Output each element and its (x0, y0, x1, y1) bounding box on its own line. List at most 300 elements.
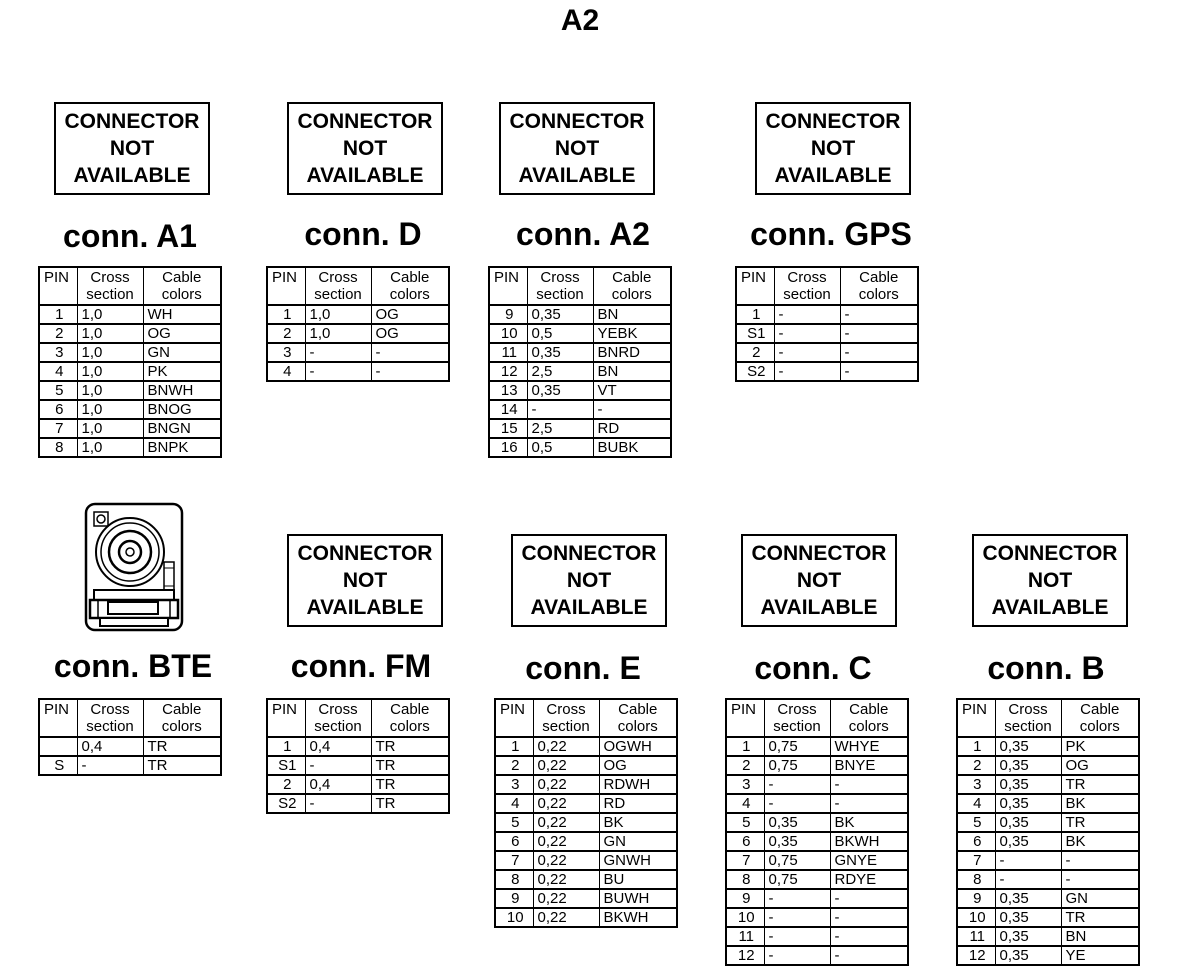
pin-table-gps (735, 266, 919, 382)
cable-colors-column-header (830, 699, 908, 737)
pin-number: 10 (957, 908, 995, 927)
pin-number: 3 (267, 343, 305, 362)
pin-column-header: PIN (726, 699, 764, 737)
header-text: section (86, 718, 134, 735)
table-row (267, 737, 449, 756)
table-row (495, 813, 677, 832)
header-text: colors (617, 718, 658, 735)
cable-color-value: BNRD (593, 343, 671, 362)
cross-section-value: 1,0 (77, 381, 143, 400)
cable-color-value: TR (143, 756, 221, 775)
cross-section-value: 0,35 (995, 794, 1061, 813)
cable-color-value: BNOG (143, 400, 221, 419)
not-available-text: AVAILABLE (518, 164, 636, 187)
cross-section-value: 0,22 (533, 775, 599, 794)
table-row (39, 381, 221, 400)
cable-color-value: PK (143, 362, 221, 381)
table-row (495, 775, 677, 794)
pin-number: S1 (267, 756, 305, 775)
pin-number: 11 (957, 927, 995, 946)
cross-section-value: 1,0 (305, 305, 371, 324)
pin-column-header: PIN (267, 699, 305, 737)
pin-number: 4 (495, 794, 533, 813)
not-available-text: CONNECTOR (982, 542, 1118, 565)
table-row (495, 737, 677, 756)
table-header-row (267, 699, 449, 737)
pin-number: 6 (39, 400, 77, 419)
cross-section-value: 0,35 (995, 813, 1061, 832)
table-header-row (489, 267, 671, 305)
cross-section-value: 0,5 (527, 324, 593, 343)
header-text: Cable (618, 701, 658, 718)
cable-colors-column-header (143, 699, 221, 737)
pin-number: 11 (726, 927, 764, 946)
cross-section-value: 0,35 (764, 813, 830, 832)
page-title: A2 (560, 4, 600, 37)
connector-not-available-box (511, 534, 667, 627)
pin-column-header: PIN (39, 267, 77, 305)
cross-section-value: 1,0 (77, 305, 143, 324)
not-available-text: CONNECTOR (297, 110, 433, 133)
pin-number: 1 (736, 305, 774, 324)
pin-number: 5 (957, 813, 995, 832)
cable-color-value: OG (1061, 756, 1139, 775)
cable-color-value: GNWH (599, 851, 677, 870)
pin-number: 8 (495, 870, 533, 889)
cable-color-value: TR (371, 775, 449, 794)
cross-section-value: - (764, 775, 830, 794)
not-available-text: NOT (554, 137, 600, 160)
connector-title-c: conn. C (754, 650, 872, 686)
pin-number: 5 (495, 813, 533, 832)
table-row (726, 870, 908, 889)
header-text: Cable (612, 269, 652, 286)
header-text: section (1004, 718, 1052, 735)
cable-colors-column-header (371, 267, 449, 305)
table-row (495, 851, 677, 870)
pin-number: 3 (957, 775, 995, 794)
pin-table-d (266, 266, 450, 382)
cross-section-value: - (774, 305, 840, 324)
table-header-row (957, 699, 1139, 737)
table-row (957, 946, 1139, 965)
pin-column-header: PIN (267, 267, 305, 305)
pin-number: 9 (489, 305, 527, 324)
cross-section-column-header (774, 267, 840, 305)
cable-color-value: BK (830, 813, 908, 832)
cross-section-value: 1,0 (77, 438, 143, 457)
cable-color-value: - (1061, 870, 1139, 889)
cross-section-value: 0,75 (764, 870, 830, 889)
table-header-row (736, 267, 918, 305)
cable-colors-column-header (143, 267, 221, 305)
connector-not-available-box (54, 102, 210, 195)
cable-color-value: BU (599, 870, 677, 889)
cable-color-value: BN (593, 362, 671, 381)
not-available-text: AVAILABLE (306, 596, 424, 619)
connector-title-d: conn. D (304, 216, 422, 252)
pin-number: 15 (489, 419, 527, 438)
cable-color-value: WH (143, 305, 221, 324)
pin-number: 2 (267, 324, 305, 343)
not-available-text: CONNECTOR (509, 110, 645, 133)
header-text: Cable (1080, 701, 1120, 718)
cable-color-value: BN (1061, 927, 1139, 946)
cross-section-value: - (995, 851, 1061, 870)
header-text: Cable (859, 269, 899, 286)
cross-section-value: 0,22 (533, 851, 599, 870)
pin-number: S (39, 756, 77, 775)
pin-number: 1 (726, 737, 764, 756)
cross-section-value: 0,4 (305, 737, 371, 756)
cross-section-value: - (305, 343, 371, 362)
not-available-text: NOT (342, 137, 388, 160)
pin-number: 2 (726, 756, 764, 775)
cable-color-value: BK (599, 813, 677, 832)
pin-number: 3 (39, 343, 77, 362)
pin-number: 1 (957, 737, 995, 756)
cable-colors-column-header (371, 699, 449, 737)
not-available-text: NOT (566, 569, 612, 592)
not-available-text: NOT (796, 569, 842, 592)
cable-color-value: TR (143, 737, 221, 756)
table-row (267, 324, 449, 343)
cable-color-value: - (830, 927, 908, 946)
cable-color-value: GNYE (830, 851, 908, 870)
table-header-row (495, 699, 677, 737)
cable-color-value: - (593, 400, 671, 419)
table-row (495, 889, 677, 908)
header-text: colors (611, 286, 652, 303)
cross-section-value: 0,35 (527, 381, 593, 400)
pin-number: 2 (957, 756, 995, 775)
not-available-text: CONNECTOR (765, 110, 901, 133)
cable-color-value: BN (593, 305, 671, 324)
cross-section-value: 1,0 (77, 400, 143, 419)
cross-section-column-header (77, 267, 143, 305)
table-row (39, 419, 221, 438)
cross-section-value: 0,22 (533, 908, 599, 927)
table-header-row (726, 699, 908, 737)
table-row (495, 832, 677, 851)
cable-color-value: BKWH (599, 908, 677, 927)
cross-section-value: 0,22 (533, 832, 599, 851)
pin-number: 5 (39, 381, 77, 400)
pin-table-b (956, 698, 1140, 966)
pin-number: 4 (267, 362, 305, 381)
header-text: Cable (162, 269, 202, 286)
cross-section-value: - (764, 908, 830, 927)
table-row (495, 870, 677, 889)
cross-section-value: - (774, 343, 840, 362)
cross-section-value: - (774, 324, 840, 343)
pin-number: 8 (39, 438, 77, 457)
cable-color-value: - (371, 362, 449, 381)
cross-section-column-header (995, 699, 1061, 737)
table-row (489, 381, 671, 400)
cable-color-value: RDYE (830, 870, 908, 889)
cable-colors-column-header (599, 699, 677, 737)
header-text: section (536, 286, 584, 303)
table-row (267, 305, 449, 324)
pin-number: 3 (726, 775, 764, 794)
cross-section-value: 0,35 (995, 946, 1061, 965)
pin-number: S2 (736, 362, 774, 381)
pin-number: 13 (489, 381, 527, 400)
cable-colors-column-header (840, 267, 918, 305)
not-available-text: NOT (342, 569, 388, 592)
cross-section-value: 0,4 (77, 737, 143, 756)
cable-color-value: - (1061, 851, 1139, 870)
cross-section-value: 1,0 (305, 324, 371, 343)
coaxial-connector-icon (84, 502, 184, 634)
pin-number: 12 (957, 946, 995, 965)
pin-number (39, 737, 77, 756)
pin-number: 10 (726, 908, 764, 927)
cable-colors-column-header (1061, 699, 1139, 737)
not-available-text: AVAILABLE (991, 596, 1109, 619)
cable-color-value: OG (143, 324, 221, 343)
pin-number: 10 (489, 324, 527, 343)
table-row (39, 305, 221, 324)
header-text: colors (389, 286, 430, 303)
cable-color-value: GN (1061, 889, 1139, 908)
header-text: Cross (546, 701, 586, 718)
cable-color-value: - (371, 343, 449, 362)
table-row (726, 946, 908, 965)
header-text: Cable (162, 701, 202, 718)
cross-section-value: - (305, 756, 371, 775)
not-available-text: AVAILABLE (530, 596, 648, 619)
pin-number: 7 (39, 419, 77, 438)
cable-color-value: TR (1061, 908, 1139, 927)
pin-column-header: PIN (957, 699, 995, 737)
table-row (39, 756, 221, 775)
cross-section-value: 0,35 (995, 832, 1061, 851)
pin-number: 12 (489, 362, 527, 381)
cross-section-value: 0,35 (995, 889, 1061, 908)
pin-number: 16 (489, 438, 527, 457)
table-row (495, 908, 677, 927)
cross-section-value: 0,75 (764, 851, 830, 870)
cross-section-column-header (527, 267, 593, 305)
cross-section-value: 1,0 (77, 324, 143, 343)
table-row (39, 362, 221, 381)
table-row (489, 343, 671, 362)
table-row (39, 737, 221, 756)
header-text: colors (848, 718, 889, 735)
header-text: colors (161, 286, 202, 303)
cross-section-column-header (305, 699, 371, 737)
cable-color-value: VT (593, 381, 671, 400)
connector-not-available-box (499, 102, 655, 195)
pin-number: 6 (957, 832, 995, 851)
cable-color-value: - (840, 324, 918, 343)
pin-number: 2 (267, 775, 305, 794)
cable-color-value: - (830, 908, 908, 927)
table-row (726, 813, 908, 832)
not-available-text: NOT (1027, 569, 1073, 592)
header-text: colors (1079, 718, 1120, 735)
table-row (726, 794, 908, 813)
cable-color-value: TR (1061, 775, 1139, 794)
cable-color-value: BUWH (599, 889, 677, 908)
cross-section-value: 0,22 (533, 756, 599, 775)
table-row (267, 794, 449, 813)
cross-section-value: 1,0 (77, 343, 143, 362)
cable-color-value: BNWH (143, 381, 221, 400)
pin-number: 9 (726, 889, 764, 908)
cable-color-value: GN (143, 343, 221, 362)
cross-section-value: 0,35 (995, 756, 1061, 775)
table-row (957, 813, 1139, 832)
cross-section-value: - (995, 870, 1061, 889)
pin-number: 7 (957, 851, 995, 870)
header-text: Cross (90, 269, 130, 286)
cable-color-value: BUBK (593, 438, 671, 457)
header-text: Cross (787, 269, 827, 286)
cable-color-value: - (830, 775, 908, 794)
header-text: section (314, 286, 362, 303)
connector-not-available-box (287, 102, 443, 195)
table-row (267, 343, 449, 362)
pin-table-a1 (38, 266, 222, 458)
header-text: section (773, 718, 821, 735)
cross-section-value: 1,0 (77, 419, 143, 438)
pin-number: 9 (495, 889, 533, 908)
pin-number: 2 (495, 756, 533, 775)
cross-section-value: 0,4 (305, 775, 371, 794)
cable-color-value: TR (371, 737, 449, 756)
cross-section-value: - (764, 794, 830, 813)
cable-color-value: YEBK (593, 324, 671, 343)
pin-table-fm (266, 698, 450, 814)
table-header-row (39, 699, 221, 737)
not-available-text: NOT (810, 137, 856, 160)
cross-section-value: 0,35 (764, 832, 830, 851)
table-row (489, 438, 671, 457)
cross-section-value: 0,35 (527, 343, 593, 362)
header-text: Cross (540, 269, 580, 286)
table-row (957, 927, 1139, 946)
cable-color-value: - (840, 362, 918, 381)
pin-column-header: PIN (736, 267, 774, 305)
pin-number: 6 (726, 832, 764, 851)
connector-title-b: conn. B (987, 650, 1105, 686)
table-row (957, 737, 1139, 756)
pin-number: 1 (39, 305, 77, 324)
table-row (489, 324, 671, 343)
connector-title-fm: conn. FM (290, 648, 432, 684)
cross-section-value: 0,5 (527, 438, 593, 457)
pin-table-c (725, 698, 909, 966)
cross-section-value: - (774, 362, 840, 381)
cable-color-value: - (830, 946, 908, 965)
pin-number: 12 (726, 946, 764, 965)
not-available-text: AVAILABLE (760, 596, 878, 619)
pin-column-header: PIN (39, 699, 77, 737)
pin-number: 5 (726, 813, 764, 832)
pin-number: 7 (495, 851, 533, 870)
table-row (267, 756, 449, 775)
table-row (736, 362, 918, 381)
cross-section-value: 1,0 (77, 362, 143, 381)
table-row (267, 775, 449, 794)
header-text: section (542, 718, 590, 735)
table-row (726, 775, 908, 794)
header-text: Cable (849, 701, 889, 718)
cable-color-value: YE (1061, 946, 1139, 965)
table-row (736, 305, 918, 324)
table-row (957, 832, 1139, 851)
pin-number: 4 (39, 362, 77, 381)
cable-color-value: TR (371, 794, 449, 813)
cross-section-value: 0,35 (995, 737, 1061, 756)
cable-color-value: PK (1061, 737, 1139, 756)
table-row (39, 400, 221, 419)
pin-number: 6 (495, 832, 533, 851)
cable-colors-column-header (593, 267, 671, 305)
pin-number: 4 (957, 794, 995, 813)
not-available-text: CONNECTOR (751, 542, 887, 565)
connector-not-available-box (755, 102, 911, 195)
pin-number: 2 (736, 343, 774, 362)
pin-number: 1 (267, 737, 305, 756)
header-text: Cross (1008, 701, 1048, 718)
cable-color-value: WHYE (830, 737, 908, 756)
table-row (957, 889, 1139, 908)
header-text: Cross (777, 701, 817, 718)
not-available-text: CONNECTOR (297, 542, 433, 565)
pin-column-header: PIN (489, 267, 527, 305)
cross-section-value: - (305, 794, 371, 813)
table-row (489, 419, 671, 438)
cross-section-value: - (305, 362, 371, 381)
not-available-text: CONNECTOR (521, 542, 657, 565)
cable-color-value: - (840, 343, 918, 362)
table-row (736, 324, 918, 343)
header-text: Cross (318, 701, 358, 718)
cross-section-column-header (305, 267, 371, 305)
cross-section-column-header (764, 699, 830, 737)
header-text: colors (858, 286, 899, 303)
table-row (39, 343, 221, 362)
table-row (39, 324, 221, 343)
cable-color-value: - (830, 794, 908, 813)
table-row (726, 889, 908, 908)
connector-title-gps: conn. GPS (750, 216, 912, 252)
not-available-text: AVAILABLE (306, 164, 424, 187)
cross-section-value: 0,35 (527, 305, 593, 324)
table-row (957, 870, 1139, 889)
cable-color-value: RD (599, 794, 677, 813)
cable-color-value: BK (1061, 832, 1139, 851)
header-text: Cross (90, 701, 130, 718)
pin-number: 4 (726, 794, 764, 813)
cross-section-value: 0,22 (533, 813, 599, 832)
cross-section-value: 0,35 (995, 908, 1061, 927)
pin-number: S2 (267, 794, 305, 813)
cable-color-value: BKWH (830, 832, 908, 851)
table-row (726, 756, 908, 775)
table-row (726, 851, 908, 870)
pin-number: 9 (957, 889, 995, 908)
pin-number: 1 (495, 737, 533, 756)
cable-color-value: TR (371, 756, 449, 775)
table-header-row (39, 267, 221, 305)
table-row (957, 775, 1139, 794)
connector-title-e: conn. E (525, 650, 641, 686)
